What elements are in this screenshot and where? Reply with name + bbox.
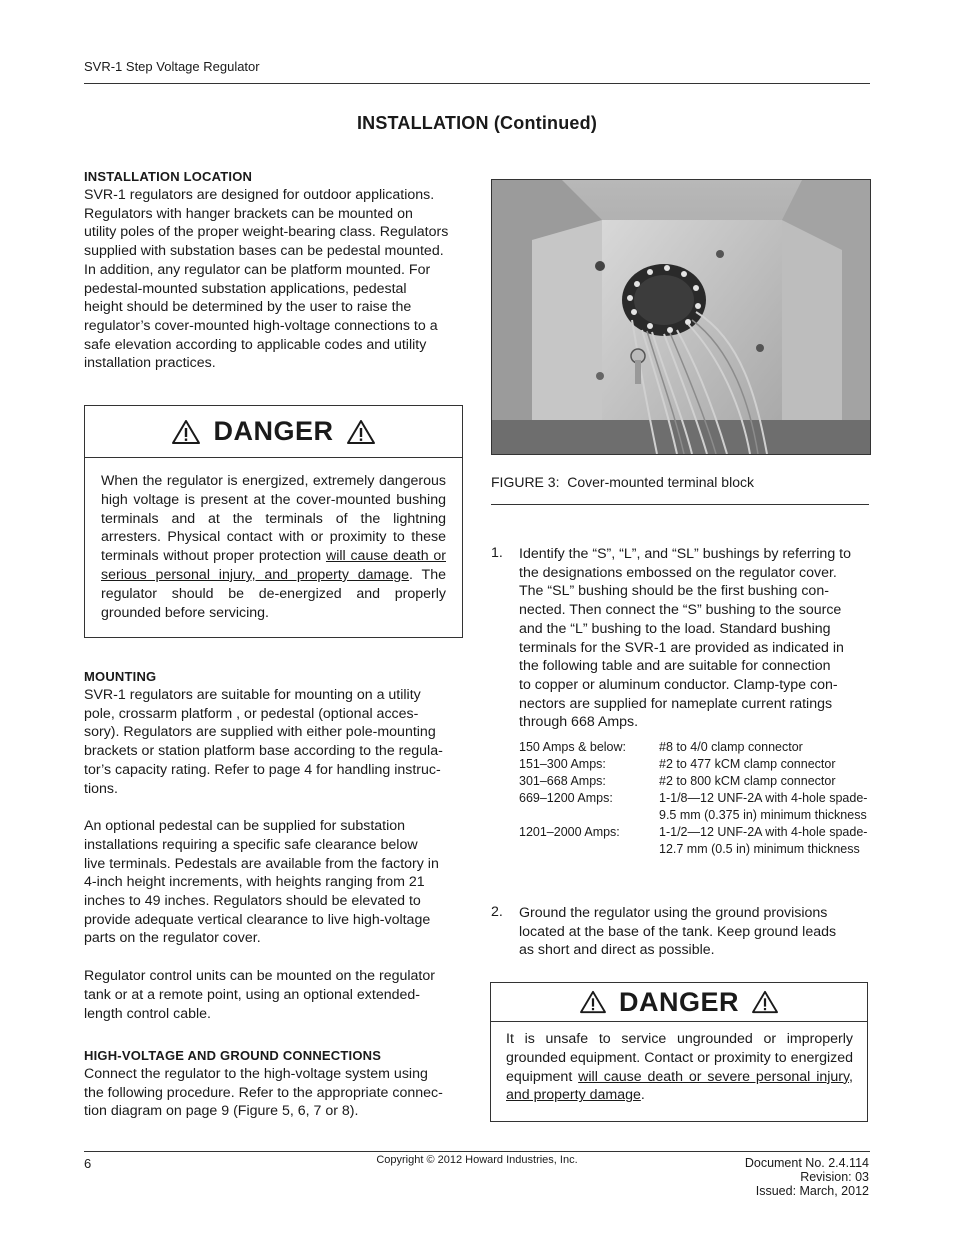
connector-cell: 1-1/8—12 UNF-2A with 4-hole spade-9.5 mm (0.375 in) minimum thickness bbox=[659, 791, 868, 822]
terminal-block-photo bbox=[491, 179, 871, 455]
caption-divider bbox=[491, 504, 869, 505]
warning-triangle-icon bbox=[346, 419, 376, 445]
connector-cell: #2 to 800 kCM clamp connector bbox=[659, 774, 836, 788]
step-text: Ground the regulator using the ground provisions located at the base of the tank. Keep ground leads as short and direct as possible. bbox=[519, 905, 837, 959]
document-number: Document No. 2.4.114 bbox=[744, 1156, 869, 1170]
revision: Revision: 03 bbox=[800, 1170, 869, 1184]
mounting-paragraph-1: SVR-1 regulators are suitable for mounting on a utility pole, crossarm platform , or pedestal (optional acces- sory). Regulators are supplied with either pole-mounting brackets or station platform base according to the regula- tor’s capacity rating. Refer to page 4 for handling instruc- tions. bbox=[84, 687, 443, 797]
danger-box-energized bbox=[84, 405, 463, 638]
danger-header bbox=[85, 406, 462, 458]
step-text: Identify the “S”, “L”, and “SL” bushings by referring to the designations embossed on the regulator cover. The “SL” bushing should be the first bushing con- nected. Then connect the “S” bushing to the source and the “L” bushing to the load. Standard bushing terminals for the SVR-1 are provided as indicated in the following table and are suitable for connection to copper or aluminum conductor. Clamp-type con- nectors are supplied for nameplate current ratings through 668 Amps. bbox=[519, 546, 851, 731]
table-row bbox=[519, 739, 869, 756]
danger-message: It is unsafe to service ungrounded or improperly grounded equipment. Contact or proximity to energized equipment will cause death or severe personal injury, and property damage. bbox=[506, 1031, 853, 1104]
connector-cell: #2 to 477 kCM clamp connector bbox=[659, 757, 836, 771]
current-range-cell: 669–1200 Amps: bbox=[519, 791, 613, 805]
warning-triangle-icon bbox=[751, 990, 779, 1014]
installation-location-heading: INSTALLATION LOCATION bbox=[84, 169, 253, 184]
table-row bbox=[519, 756, 869, 773]
current-range-cell: 301–668 Amps: bbox=[519, 774, 606, 788]
header-divider bbox=[84, 83, 870, 84]
current-range-cell: 150 Amps & below: bbox=[519, 740, 627, 754]
mounting-paragraph-2: An optional pedestal can be supplied for substation installations requiring a specific safe clearance below live terminals. Pedestals are available from the factory in 4-inch height increments, with heights ranging from 21 inches to 49 inches. Regulators should be elevated to provide adequate vertical clearance to live high-voltage parts on the regulator cover. bbox=[84, 818, 439, 947]
installation-location-section bbox=[84, 169, 464, 373]
figure-caption: FIGURE 3: Cover-mounted terminal block bbox=[491, 474, 754, 490]
hv-connections-text: Connect the regulator to the high-voltage system using the following procedure. Refer to the appropriate connec- tion diagram on page 9 (Figure 5, 6, 7 or 8). bbox=[84, 1066, 443, 1120]
hv-connections-heading: HIGH-VOLTAGE AND GROUND CONNECTIONS bbox=[84, 1048, 382, 1063]
current-range-cell: 1201–2000 Amps: bbox=[519, 825, 620, 839]
step-2 bbox=[491, 904, 869, 960]
connector-cell: #8 to 4/0 clamp connector bbox=[659, 740, 803, 754]
installation-location-text: SVR-1 regulators are designed for outdoor applications. Regulators with hanger brackets can be mounted on utility poles of the proper weight-bearing class. Regulators supplied with substation bases can be pedestal mounted. In addition, any regulator can be platform mounted. For pedestal-mounted substation applications, pedestal height should be determined by the user to raise the regulator’s cover-mounted high-voltage connections to a safe elevation according to applicable codes and utility installation practices. bbox=[84, 187, 449, 372]
footer-divider bbox=[84, 1151, 870, 1152]
table-row bbox=[519, 790, 869, 824]
danger-message: When the regulator is energized, extremely dangerous high voltage is present at the cover-mounted bushing terminals and at the terminals of the lightning arresters. Physical contact with or proximity to these terminals without proper protection will cause death or serious personal injury, and property damage. The regulator should be de-energized and properly grounded before servicing. bbox=[101, 473, 446, 621]
current-range-cell: 151–300 Amps: bbox=[519, 757, 606, 771]
step-1 bbox=[491, 545, 869, 732]
bushing-terminal-table bbox=[519, 739, 869, 858]
copyright-notice: Copyright © 2012 Howard Industries, Inc. bbox=[376, 1154, 578, 1166]
page-number: 6 bbox=[84, 1156, 92, 1171]
danger-box-ungrounded bbox=[490, 982, 868, 1122]
danger-title: DANGER bbox=[213, 416, 334, 446]
hv-connections-section bbox=[84, 1048, 464, 1121]
terminal-block-image bbox=[492, 180, 870, 454]
danger-title: DANGER bbox=[618, 986, 739, 1017]
table-row bbox=[519, 824, 869, 858]
mounting-heading: MOUNTING bbox=[84, 669, 157, 684]
header-title: SVR-1 Step Voltage Regulator bbox=[84, 59, 260, 74]
section-title: INSTALLATION (Continued) bbox=[356, 113, 598, 133]
danger-header bbox=[491, 983, 867, 1022]
table-row bbox=[519, 773, 869, 790]
step-number: 2. bbox=[491, 904, 503, 920]
connector-cell: 1-1/2—12 UNF-2A with 4-hole spade-12.7 mm (0.5 in) minimum thickness bbox=[659, 825, 868, 856]
mounting-paragraph-3: Regulator control units can be mounted on the regulator tank or at a remote point, using an optional extended- length control cable. bbox=[84, 968, 435, 1022]
document-info bbox=[745, 1156, 869, 1198]
mounting-section bbox=[84, 669, 464, 1023]
issued-date: Issued: March, 2012 bbox=[755, 1184, 869, 1198]
warning-triangle-icon bbox=[579, 990, 607, 1014]
warning-triangle-icon bbox=[171, 419, 201, 445]
step-number: 1. bbox=[491, 545, 503, 561]
